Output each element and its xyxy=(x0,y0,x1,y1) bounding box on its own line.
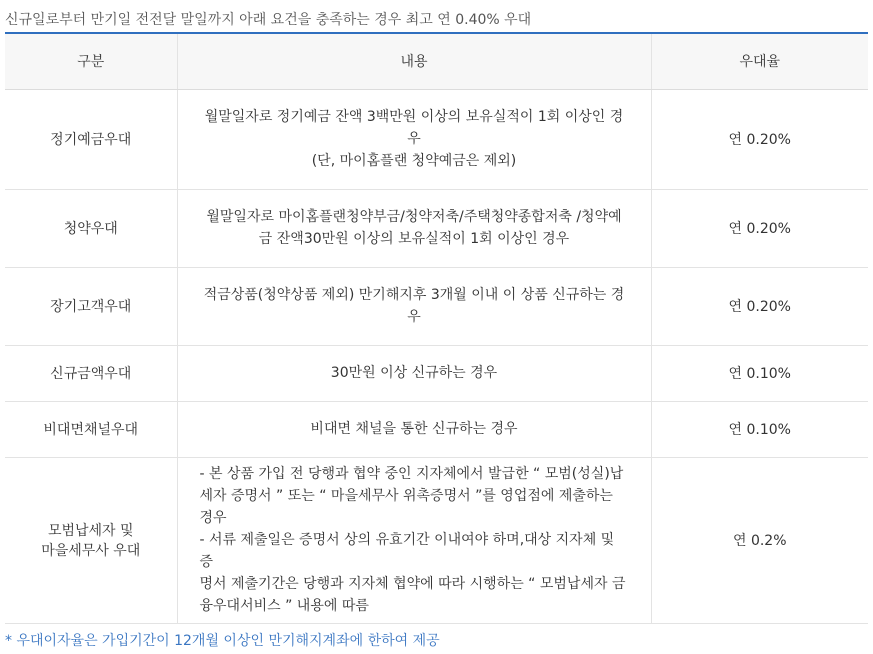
table-caption: 신규일로부터 만기일 전전달 말일까지 아래 요건을 충족하는 경우 최고 연 0.40% 우대 xyxy=(5,12,532,28)
content-line: (단, 마이홈플랜 청약예금은 제외) xyxy=(311,153,517,169)
content-line: 비대면 채널을 통한 신규하는 경우 xyxy=(310,421,518,437)
header-content: 내용 xyxy=(177,33,651,89)
content-line: 우 xyxy=(407,309,421,325)
header-rate: 우대율 xyxy=(651,33,868,89)
table-row xyxy=(5,401,868,457)
row-content xyxy=(177,267,651,345)
row-category xyxy=(5,457,177,623)
row-category xyxy=(5,401,177,457)
row-content xyxy=(177,457,651,623)
row-rate: 연 0.20% xyxy=(651,267,868,345)
content-line: - 본 상품 가입 전 당행과 협약 중인 지자체에서 발급한 “ 모범(성실)납 xyxy=(199,466,624,482)
row-category xyxy=(5,89,177,189)
row-category xyxy=(5,267,177,345)
content-line: 명서 제출기간은 당행과 지자체 협약에 따라 시행하는 “ 모범납세자 금 xyxy=(199,576,626,592)
category-line: 정기예금우대 xyxy=(50,132,132,148)
row-content xyxy=(177,189,651,267)
table-row xyxy=(5,189,868,267)
content-line: 경우 xyxy=(199,510,227,526)
category-line: 청약우대 xyxy=(63,221,118,237)
table-row xyxy=(5,345,868,401)
table-row xyxy=(5,89,868,189)
content-line: 융우대서비스 ” 내용에 따름 xyxy=(199,598,369,614)
category-line: 비대면채널우대 xyxy=(43,422,139,438)
row-rate: 연 0.20% xyxy=(651,89,868,189)
row-rate: 연 0.20% xyxy=(651,189,868,267)
preferential-rate-table xyxy=(5,32,868,624)
row-category xyxy=(5,345,177,401)
row-content xyxy=(177,401,651,457)
content-line: 적금상품(청약상품 제외) 만기해지후 3개월 이내 이 상품 신규하는 경 xyxy=(203,287,625,303)
category-line: 모범납세자 및 xyxy=(47,523,134,539)
content-line: 우 xyxy=(407,131,421,147)
content-line: 30만원 이상 신규하는 경우 xyxy=(330,365,498,381)
content-line: - 서류 제출일은 증명서 상의 유효기간 이내여야 하며,대상 지자체 및 증 xyxy=(199,532,615,570)
category-line: 장기고객우대 xyxy=(50,299,132,315)
row-content xyxy=(177,345,651,401)
content-line: 세자 증명서 ” 또는 “ 마을세무사 위촉증명서 ”를 영업점에 제출하는 xyxy=(199,488,613,504)
row-rate: 연 0.10% xyxy=(651,345,868,401)
header-category: 구분 xyxy=(5,33,177,89)
table-row xyxy=(5,457,868,623)
content-line: 월말일자로 정기예금 잔액 3백만원 이상의 보유실적이 1회 이상인 경 xyxy=(204,109,624,125)
content-line: 금 잔액30만원 이상의 보유실적이 1회 이상인 경우 xyxy=(258,231,570,247)
content-line: 월말일자로 마이홈플랜청약부금/청약저축/주택청약종합저축 /청약예 xyxy=(206,209,622,225)
row-content xyxy=(177,89,651,189)
row-category xyxy=(5,189,177,267)
table-header-row xyxy=(5,33,868,89)
row-rate: 연 0.2% xyxy=(651,457,868,623)
category-line: 마을세무사 우대 xyxy=(41,543,141,559)
table-row xyxy=(5,267,868,345)
category-line: 신규금액우대 xyxy=(50,366,132,382)
footnote: * 우대이자율은 가입기간이 12개월 이상인 만기해지계좌에 한하여 제공 xyxy=(5,633,440,649)
row-rate: 연 0.10% xyxy=(651,401,868,457)
